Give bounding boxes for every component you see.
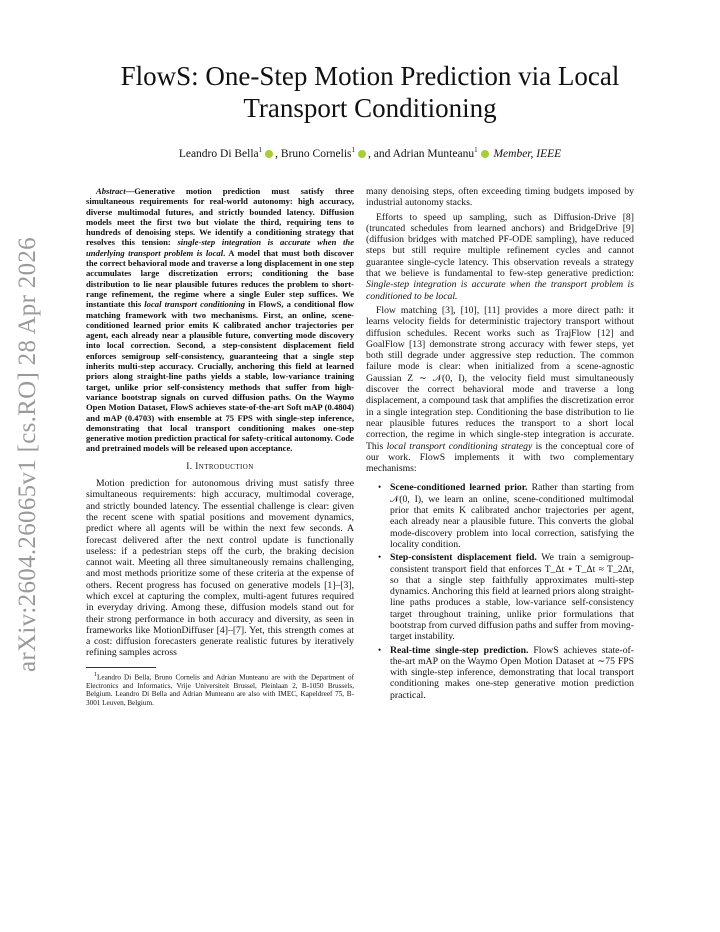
body-paragraph (366, 212, 634, 302)
author-line: Leandro Di Bella$^1$ , Bruno Cornelis$^1$ , and Adrian Munteanu$^1$ Member, IEEE (178, 146, 562, 160)
body-paragraph (366, 305, 634, 474)
left-column (86, 186, 354, 708)
footnote-divider (86, 667, 156, 668)
list-item (378, 644, 634, 701)
author-name: and Adrian Munteanu (373, 147, 475, 160)
body-paragraph: Motion prediction for autonomous driving must satisfy three simultaneous requirements: high accuracy, multimodal coverage, and strictly bounded latency. The essential challenge is clear: given the recent scene with spatial positions and movement dynamics, predict where all agents will be within the next few seconds. A forecast delivered after the next control update is functionally useless: if a pedestrian steps off the curb, the braking decision cannot wait. Meeting all three simultaneously remains challenging, and most methods prioritize some of these criteria at the expense of others. Recent progress has focused on generative models [1]–[3], which excel at capturing the complex, multi-agent futures required in everyday driving. Among these, diffusion models stand out for their strong performance in both accuracy and diversity, as seen in frameworks like MotionDiffuser [4]–[7]. Yet, this strength comes at a cost: diffusion forecasters generate realistic futures by iteratively refining samples across (86, 478, 354, 659)
paragraph-emphasis: Single-step integration is accurate when the transport problem is conditioned to be local. (366, 279, 634, 302)
list-item-text: Rather than starting from 𝒩(0, I), we learn an online, scene-conditioned multimodal prior that emits K calibrated anchor trajectories per agent, each already near a plausible future. This converts the global mode-discovery problem into local correction, satisfying the locality condition. (390, 482, 634, 550)
affiliation-mark: 1 (474, 146, 478, 154)
author-name: Leandro Di Bella (178, 147, 259, 160)
footnote-text: Leandro Di Bella, Bruno Cornelis and Adrian Munteanu are with the Department of Electronics and Informatics, Vrije Universiteit Brussel, Pleinlaan 2, B-1050 Brussels, Belgium. Leandro Di Bella and Adrian Munteanu are also with IMEC, Kapeldreef 75, B-3001 Leuven, Belgium. (86, 673, 354, 707)
contribution-list (366, 482, 634, 701)
paragraph-text: Flow matching [3], [10], [11] provides a more direct path: it learns velocity fields for deterministic trajectory transport without diffusion schedules. Recent works such as TrajFlow [12] and GoalFlow [13] demonstrate strong accuracy with fewer steps, yet both still degrade under aggressive step reduction. The common failure mode is clear: when initialized from a scene-agnostic Gaussian Z ∼ 𝒩(0, I), the velocity field must simultaneously discover the correct behavioral mode and traverse a long displacement, a compound task that amplifies the discretization error in a single integration step. Conditioning the base distribution to lie near plausible futures reduces the transport to a short local correction, the regime in which single-step integration is accurate. This (366, 304, 634, 452)
list-item (378, 552, 634, 643)
bullet-icon: • (378, 552, 382, 563)
list-item-text: We train a semigroup-consistent transport field that enforces T_Δt ∘ T_Δt ≈ T_2Δt, so that a single step faithfully approximates multi-step dynamics. Anchoring this field at learned priors along straight-line paths produces a stable, low-variance self-consistency target throughout training, unlike prior formulations that bootstrap from curved diffusion paths and suffer from moving-target instability. (390, 552, 634, 643)
section-heading: I. Introduction (186, 461, 254, 472)
list-item-title: Step-consistent displacement field. (390, 552, 537, 564)
bullet-icon: • (378, 644, 382, 655)
list-item (378, 482, 634, 550)
abstract-text: . A model that must both discover the correct behavioral mode and traverse a long displacement in one step accumulates large discretization errors; conditioning the base distribution to lie near plausible futures reduces the problem to short-range refinement, the regime where a single Euler step suffices. We instantiate this (86, 247, 354, 310)
paragraph-emphasis: local transport conditioning strategy (386, 440, 533, 452)
footnote (86, 671, 354, 708)
abstract-text: Generative motion prediction must satisfy three simultaneous requirements for real-world autonomy: high accuracy, diverse multimodal futures, and strictly bounded latency. Diffusion models meet the first two but violate the third, requiring tens to hundreds of denoising steps. We identify a conditioning strategy that resolves this tension: (86, 186, 354, 248)
list-item-title: Real-time single-step prediction. (390, 644, 529, 656)
footnote-mark: 1 (94, 671, 97, 678)
bullet-icon: • (378, 482, 382, 493)
abstract-lead: Abstract (96, 186, 126, 196)
paragraph-text: is the conceptual core of our work. FlowS implements it with two complementary mechanisms: (366, 440, 634, 475)
abstract-emphasis: single-step integration is accurate when the underlying transport problem is local (86, 237, 355, 258)
author-name: Bruno Cornelis (280, 147, 352, 160)
orcid-icon[interactable] (265, 150, 273, 158)
affiliation-mark: 1 (351, 146, 356, 154)
orcid-icon[interactable] (481, 150, 489, 158)
orcid-icon[interactable] (358, 150, 366, 158)
list-item-title: Scene-conditioned learned prior. (390, 482, 528, 494)
paragraph-text: Efforts to speed up sampling, such as Diffusion-Drive [8] (truncated schedules from learned anchors) and BridgeDrive [9] (diffusion bridges with matched PF-ODE sampling), have reduced steps but still require multiple refinement cycles and cannot guarantee single-cycle latency. This observation reveals a strategy that we believe is fundamental to few-step generative prediction: (366, 211, 634, 280)
membership-label: Member, IEEE (493, 147, 562, 160)
body-paragraph-continued: many denoising steps, often exceeding timing budgets imposed by industrial autonomy stacks. (366, 186, 634, 209)
abstract-text: in FlowS, a conditional flow matching framework with two mechanisms. First, an online, scene-conditioned learned prior emits K calibrated anchor trajectories per agent, each already near a plausible future, converting mode discovery into local correction. Second, a step-consistent displacement field enforces semigroup self-consistency, guaranteeing that a single step inherits multi-step accuracy. Crucially, anchoring this field at learned priors along straight-line paths yields a stable, low-variance training target, unlike prior self-consistency methods that suffer from high-variance bootstrap signals on curved diffusion paths. On the Waymo Open Motion Dataset, FlowS achieves state-of-the-art Soft mAP (0.4804) and mAP (0.4703) with ensemble at 75 FPS with single-step inference, demonstrating that local transport conditioning makes one-step generative motion prediction practical for safety-critical autonomy. Code and pretrained models will be released upon acceptance. (86, 299, 354, 454)
affiliation-mark: 1 (258, 146, 263, 154)
right-column (366, 186, 634, 703)
paper-title: FlowS: One-Step Motion Prediction via Local Transport Conditioning (120, 61, 620, 123)
abstract-dash: — (125, 186, 135, 196)
list-item-text: FlowS achieves state-of-the-art mAP on the Waymo Open Motion Dataset at ∼75 FPS with single-step inference, demonstrating that local transport conditioning makes one-step generative motion prediction practical. (390, 644, 634, 701)
arxiv-identifier: arXiv:2604.26065v1 [cs.RO] 28 Apr 2026 (14, 237, 41, 672)
abstract-emphasis: local transport conditioning (144, 299, 246, 310)
abstract (86, 186, 354, 454)
